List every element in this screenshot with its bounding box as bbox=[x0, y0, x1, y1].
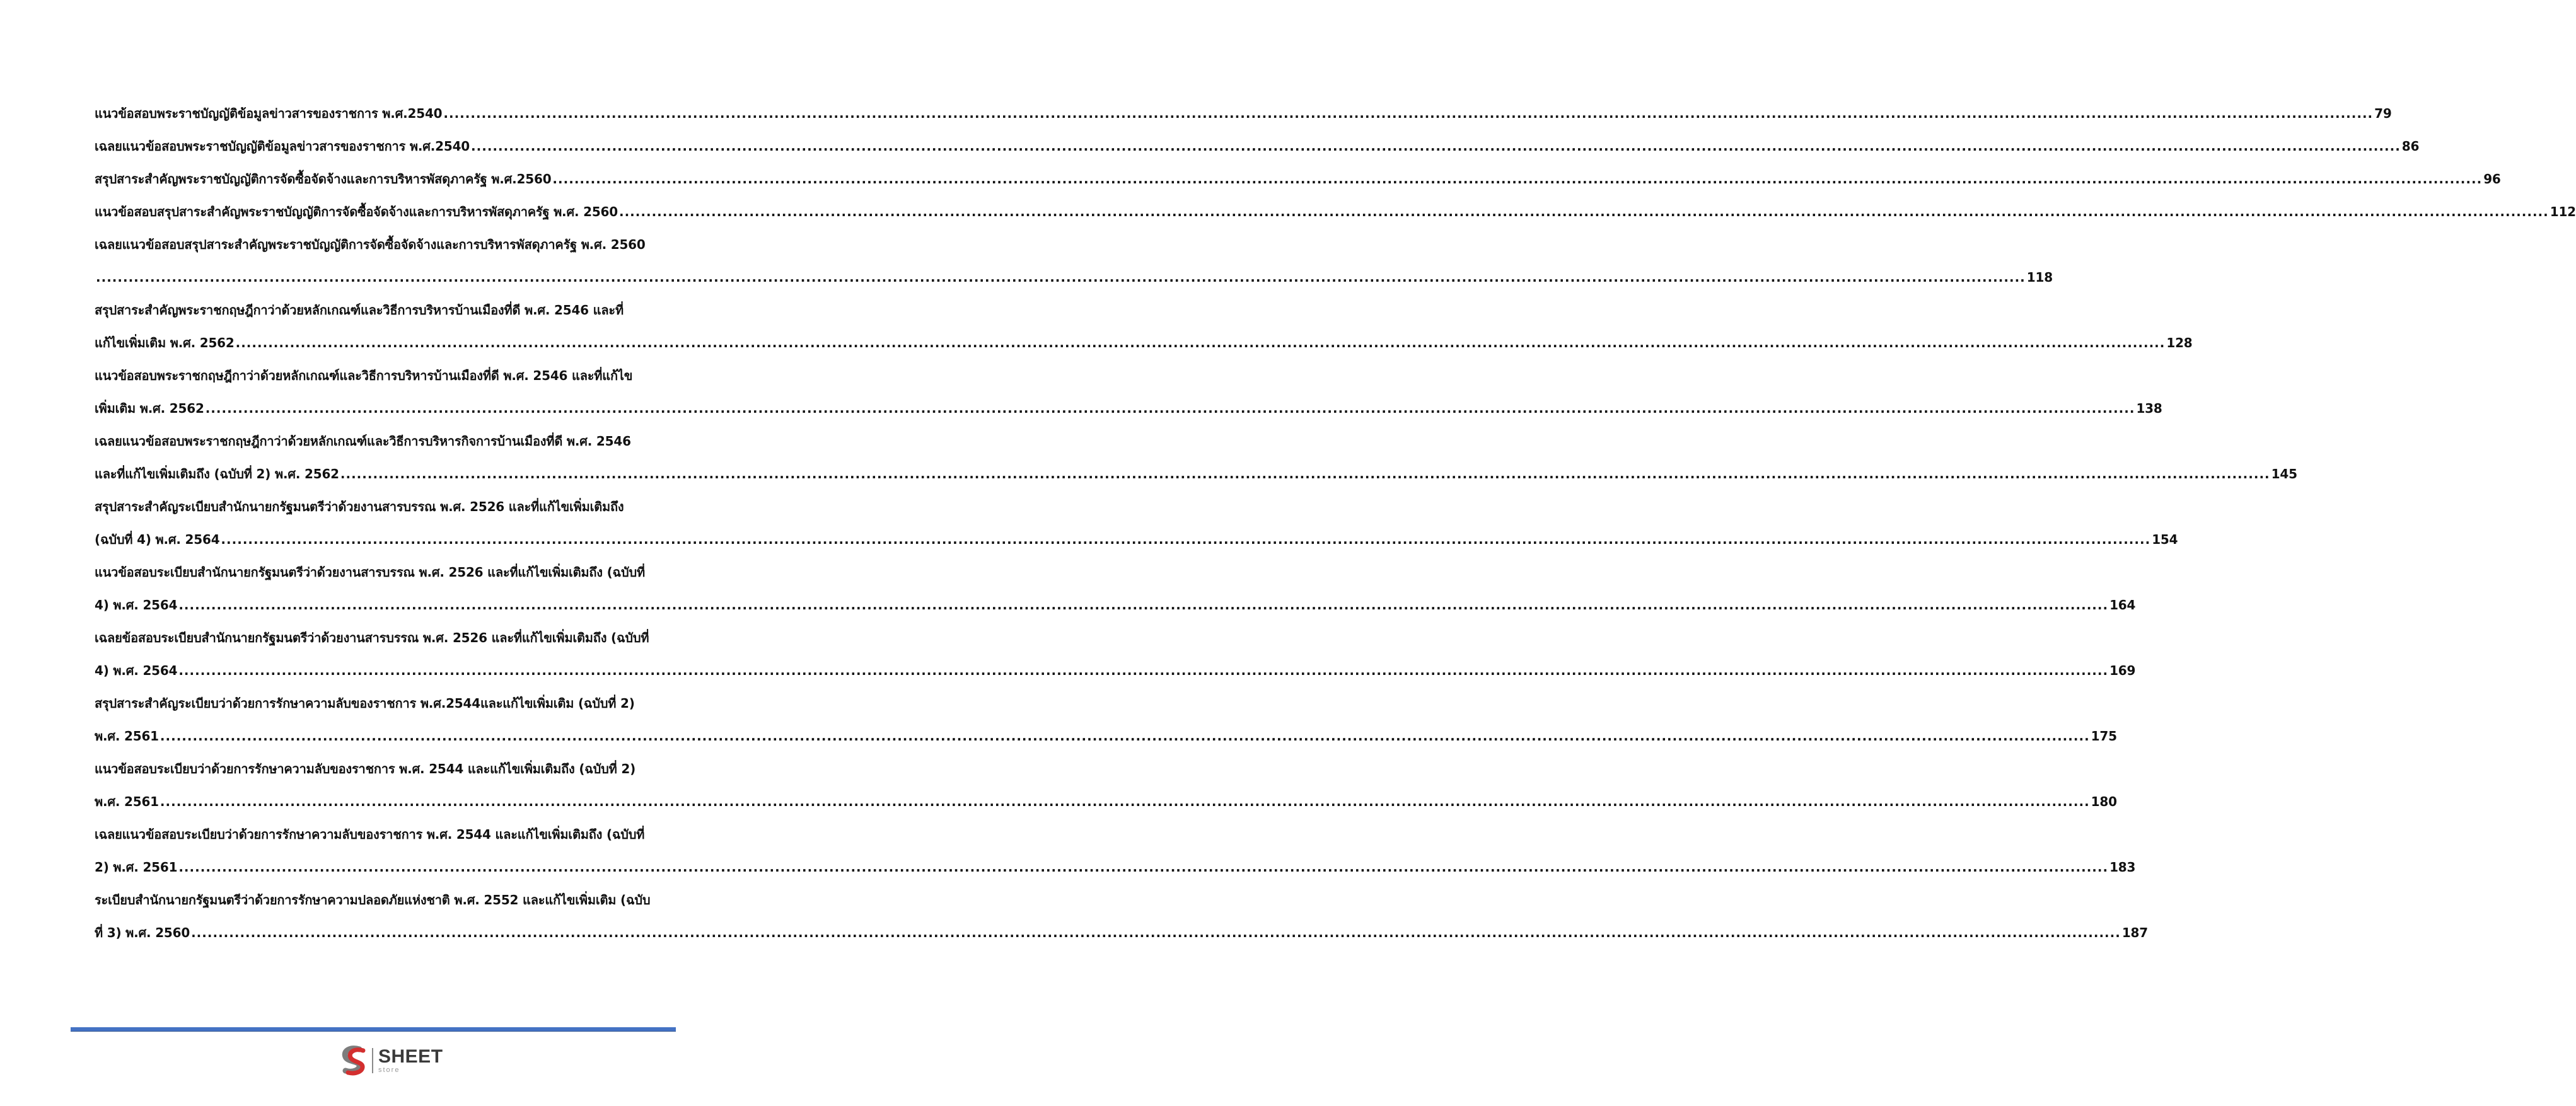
dot-leader bbox=[178, 851, 2108, 884]
toc-entry-title-line: แนวข้อสอบระเบียบว่าด้วยการรักษาความลับของราชการ พ.ศ. 2544 และแก้ไขเพิ่มเติมถึง (ฉบับที่ 2) bbox=[95, 761, 636, 776]
toc-page-number: 138 bbox=[2136, 401, 2162, 416]
toc-entry-last-line bbox=[95, 163, 2501, 195]
dot-leader bbox=[178, 654, 2108, 687]
logo-wordmark bbox=[378, 1047, 443, 1074]
table-of-contents bbox=[95, 97, 2576, 949]
dot-leader bbox=[160, 785, 2090, 818]
dot-leader bbox=[236, 326, 2166, 359]
dot-leader bbox=[443, 97, 2373, 130]
toc-entry[interactable] bbox=[95, 294, 2193, 359]
dot-leader bbox=[178, 589, 2108, 621]
dot-leader bbox=[221, 523, 2150, 556]
toc-page-number: 180 bbox=[2091, 794, 2117, 809]
toc-page-number: 86 bbox=[2401, 139, 2420, 154]
logo-word-sheet: SHEET bbox=[378, 1046, 443, 1067]
toc-entry[interactable] bbox=[95, 687, 2117, 752]
toc-entry[interactable] bbox=[95, 195, 2576, 228]
toc-entry-title-line: เฉลยแนวข้อสอบระเบียบว่าด้วยการรักษาความลับของราชการ พ.ศ. 2544 และแก้ไขเพิ่มเติมถึง (ฉบับที่ bbox=[95, 827, 645, 842]
sheet-store-logo bbox=[340, 1044, 443, 1078]
toc-entry[interactable] bbox=[95, 97, 2392, 130]
toc-entry-title-line: แนวข้อสอบสรุปสาระสำคัญพระราชบัญญัติการจัดซื้อจัดจ้างและการบริหารพัสดุภาครัฐ พ.ศ. 2560 bbox=[95, 204, 618, 219]
toc-page-number: 187 bbox=[2121, 925, 2148, 940]
toc-entry-last-line bbox=[95, 851, 2136, 884]
footer-divider bbox=[71, 1027, 676, 1032]
toc-entry[interactable] bbox=[95, 130, 2420, 163]
toc-entry-title-line: สรุปสาระสำคัญระเบียบว่าด้วยการรักษาความลับของราชการ พ.ศ.2544และแก้ไขเพิ่มเติม (ฉบับที่ 2) bbox=[95, 696, 635, 711]
logo-divider bbox=[372, 1048, 373, 1073]
dot-leader bbox=[619, 195, 2549, 228]
toc-entry-title-line: 4) พ.ศ. 2564 bbox=[95, 597, 178, 613]
toc-page-number: 164 bbox=[2109, 597, 2136, 613]
logo-word-store: store bbox=[378, 1066, 400, 1074]
dot-leader bbox=[96, 261, 2026, 294]
toc-entry-title-line: (ฉบับที่ 4) พ.ศ. 2564 bbox=[95, 532, 220, 547]
toc-page-number: 118 bbox=[2026, 270, 2053, 285]
dot-leader bbox=[552, 163, 2482, 195]
toc-entry-title-line: แนวข้อสอบระเบียบสำนักนายกรัฐมนตรีว่าด้วยงานสารบรรณ พ.ศ. 2526 และที่แก้ไขเพิ่มเติมถึง (ฉบับที่ bbox=[95, 565, 645, 580]
toc-page-number: 79 bbox=[2374, 106, 2392, 121]
toc-entry-last-line bbox=[95, 458, 2297, 490]
toc-page-number: 169 bbox=[2109, 663, 2136, 678]
toc-entry-title-line: เพิ่มเติม พ.ศ. 2562 bbox=[95, 401, 204, 416]
toc-entry[interactable] bbox=[95, 228, 2053, 294]
toc-page-number: 96 bbox=[2483, 171, 2501, 187]
toc-entry[interactable] bbox=[95, 163, 2501, 195]
toc-entry[interactable] bbox=[95, 490, 2178, 556]
toc-entry-last-line bbox=[95, 97, 2392, 130]
dot-leader bbox=[191, 916, 2121, 949]
toc-entry-last-line bbox=[95, 392, 2162, 425]
toc-entry-title-line: พ.ศ. 2561 bbox=[95, 794, 159, 809]
toc-entry-last-line bbox=[95, 589, 2136, 621]
toc-entry-last-line bbox=[95, 523, 2178, 556]
toc-entry-title-line: แก้ไขเพิ่มเติม พ.ศ. 2562 bbox=[95, 335, 235, 350]
toc-entry-title-line: เฉลยแนวข้อสอบพระราชกฤษฎีกาว่าด้วยหลักเกณฑ์และวิธีการบริหารกิจการบ้านเมืองที่ดี พ.ศ. 2546 bbox=[95, 434, 631, 449]
toc-entry-title-line: เฉลยข้อสอบระเบียบสำนักนายกรัฐมนตรีว่าด้วยงานสารบรรณ พ.ศ. 2526 และที่แก้ไขเพิ่มเติมถึง (ฉบับที่ bbox=[95, 630, 649, 645]
toc-entry-title-line: เฉลยแนวข้อสอบสรุปสาระสำคัญพระราชบัญญัติการจัดซื้อจัดจ้างและการบริหารพัสดุภาครัฐ พ.ศ. 2560 bbox=[95, 237, 646, 252]
toc-page-number: 112 bbox=[2550, 204, 2576, 219]
toc-entry-title-line: แนวข้อสอบพระราชบัญญัติข้อมูลข่าวสารของราชการ พ.ศ.2540 bbox=[95, 106, 443, 121]
toc-entry-last-line bbox=[95, 130, 2420, 163]
toc-entry[interactable] bbox=[95, 884, 2148, 949]
toc-entry-title-line: 4) พ.ศ. 2564 bbox=[95, 663, 178, 678]
toc-entry[interactable] bbox=[95, 359, 2162, 425]
dot-leader bbox=[471, 130, 2401, 163]
toc-entry[interactable] bbox=[95, 818, 2136, 884]
toc-entry-last-line bbox=[95, 195, 2576, 228]
dot-leader bbox=[206, 392, 2135, 425]
toc-entry-last-line bbox=[95, 916, 2148, 949]
toc-entry-title-line: พ.ศ. 2561 bbox=[95, 729, 159, 744]
toc-entry-title-line: ระเบียบสำนักนายกรัฐมนตรีว่าด้วยการรักษาความปลอดภัยแห่งชาติ พ.ศ. 2552 และแก้ไขเพิ่มเติม (ฉบับ bbox=[95, 892, 651, 907]
toc-entry-last-line bbox=[95, 720, 2117, 752]
toc-entry-title-line: แนวข้อสอบพระราชกฤษฎีกาว่าด้วยหลักเกณฑ์และวิธีการบริหารบ้านเมืองที่ดี พ.ศ. 2546 และที่แก้ไข bbox=[95, 368, 633, 383]
toc-entry[interactable] bbox=[95, 621, 2136, 687]
toc-entry-title-line: และที่แก้ไขเพิ่มเติมถึง (ฉบับที่ 2) พ.ศ. 2562 bbox=[95, 466, 339, 481]
toc-page-number: 145 bbox=[2271, 466, 2297, 481]
toc-page-number: 175 bbox=[2091, 729, 2117, 744]
toc-page-number: 183 bbox=[2109, 860, 2136, 875]
sheet-store-s-logo-icon bbox=[340, 1046, 368, 1076]
toc-entry-title-line: ที่ 3) พ.ศ. 2560 bbox=[95, 925, 190, 940]
toc-entry-last-line bbox=[95, 654, 2136, 687]
toc-entry-title-line: 2) พ.ศ. 2561 bbox=[95, 860, 178, 875]
toc-entry[interactable] bbox=[95, 752, 2117, 818]
toc-page-number: 128 bbox=[2166, 335, 2193, 350]
toc-entry-title-line: สรุปสาระสำคัญระเบียบสำนักนายกรัฐมนตรีว่าด้วยงานสารบรรณ พ.ศ. 2526 และที่แก้ไขเพิ่มเติมถึง bbox=[95, 499, 624, 514]
toc-entry[interactable] bbox=[95, 425, 2297, 490]
dot-leader bbox=[340, 458, 2270, 490]
toc-entry-last-line bbox=[95, 785, 2117, 818]
toc-entry[interactable] bbox=[95, 556, 2136, 621]
toc-entry-title-line: สรุปสาระสำคัญพระราชกฤษฎีกาว่าด้วยหลักเกณฑ์และวิธีการบริหารบ้านเมืองที่ดี พ.ศ. 2546 และที่ bbox=[95, 302, 624, 318]
toc-entry-title-line: เฉลยแนวข้อสอบพระราชบัญญัติข้อมูลข่าวสารของราชการ พ.ศ.2540 bbox=[95, 139, 470, 154]
toc-entry-title-line: สรุปสาระสำคัญพระราชบัญญัติการจัดซื้อจัดจ้างและการบริหารพัสดุภาครัฐ พ.ศ.2560 bbox=[95, 171, 552, 187]
toc-entry-last-line bbox=[95, 326, 2193, 359]
dot-leader bbox=[160, 720, 2090, 752]
toc-page-number: 154 bbox=[2152, 532, 2178, 547]
toc-entry-last-line bbox=[95, 261, 2053, 294]
